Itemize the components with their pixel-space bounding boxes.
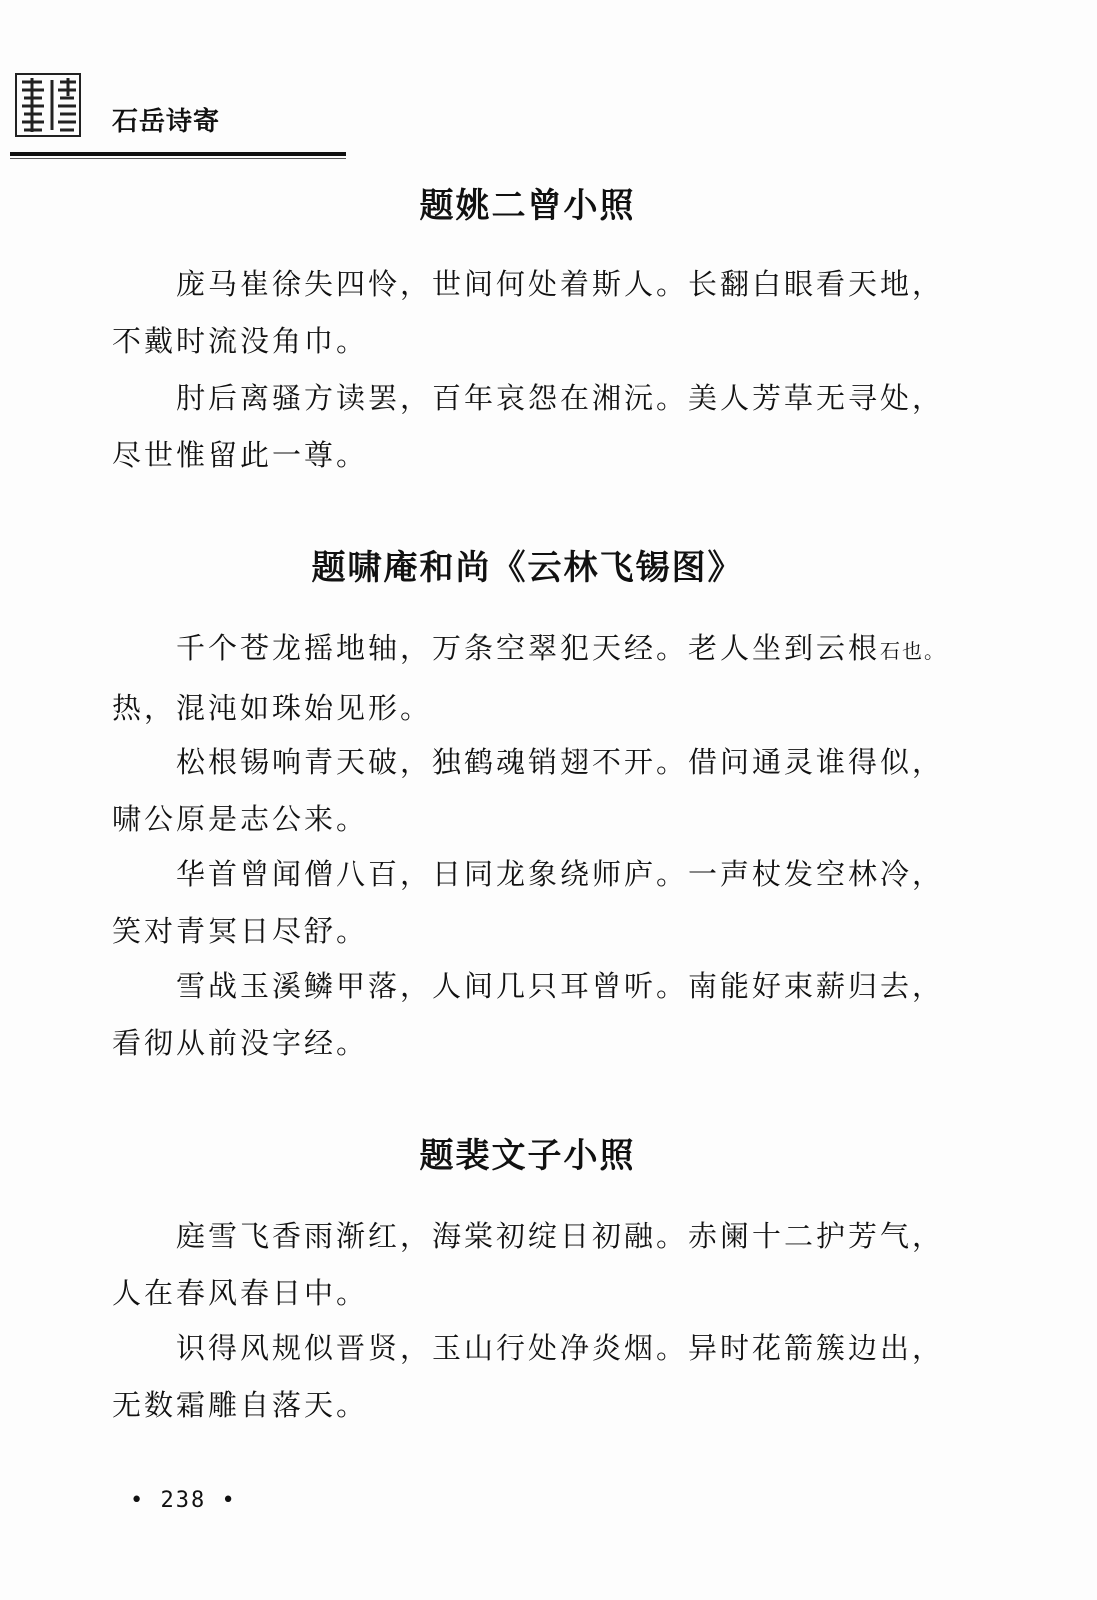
stanza-line: 识得风规似晋贤，玉山行处净炎烟。异时花箭簇边出，	[176, 1331, 945, 1365]
annotation-note: 石也。	[880, 639, 947, 663]
stanza	[112, 256, 948, 370]
poem-title: 题裴文子小照	[419, 1136, 636, 1176]
page-number: • 238 •	[130, 1488, 237, 1513]
stanza-line: 庭雪飞香雨渐红，海棠初绽日初融。赤阑十二护芳气，	[176, 1219, 945, 1253]
poem-title: 题姚二曾小照	[419, 186, 636, 226]
stanza	[112, 846, 948, 960]
seal-stamp-icon	[14, 72, 82, 138]
stanza-line: 雪战玉溪鳞甲落，人间几只耳曾听。南能好束薪归去，	[176, 969, 945, 1003]
stanza-line: 尽世惟留此一尊。	[112, 438, 369, 472]
stanza-text: 千个苍龙摇地轴，万条空翠犯天经。老人坐到云根	[176, 631, 881, 665]
stanza	[112, 370, 948, 484]
stanza	[112, 620, 948, 737]
stanza-line: 华首曾闻僧八百，日同龙象绕师庐。一声杖发空林冷，	[176, 857, 945, 891]
stanza-line	[112, 620, 948, 680]
stanza-line: 人在春风春日中。	[112, 1276, 369, 1310]
stanza-line: 啸公原是志公来。	[112, 802, 369, 836]
stanza-line: 无数霜雕自落天。	[112, 1388, 369, 1422]
stanza-line: 松根锡响青天破，独鹤魂销翅不开。借问通灵谁得似，	[176, 745, 945, 779]
stanza	[112, 734, 948, 848]
stanza-line: 不戴时流没角巾。	[112, 324, 369, 358]
poem-title: 题啸庵和尚《云林飞锡图》	[311, 548, 744, 588]
stanza	[112, 1208, 948, 1322]
header-rule	[10, 152, 346, 156]
running-header-title: 石岳诗寄	[112, 107, 221, 137]
stanza	[112, 1320, 948, 1434]
stanza	[112, 958, 948, 1072]
stanza-line: 笑对青冥日尽舒。	[112, 914, 369, 948]
stanza-line: 肘后离骚方读罢，百年哀怨在湘沅。美人芳草无寻处，	[176, 381, 945, 415]
header-rule-thin	[10, 158, 346, 159]
stanza-line: 看彻从前没字经。	[112, 1026, 369, 1060]
stanza-line: 热，混沌如珠始见形。	[112, 691, 433, 725]
stanza-line: 庞马崔徐失四怜，世间何处着斯人。长翻白眼看天地，	[176, 267, 945, 301]
